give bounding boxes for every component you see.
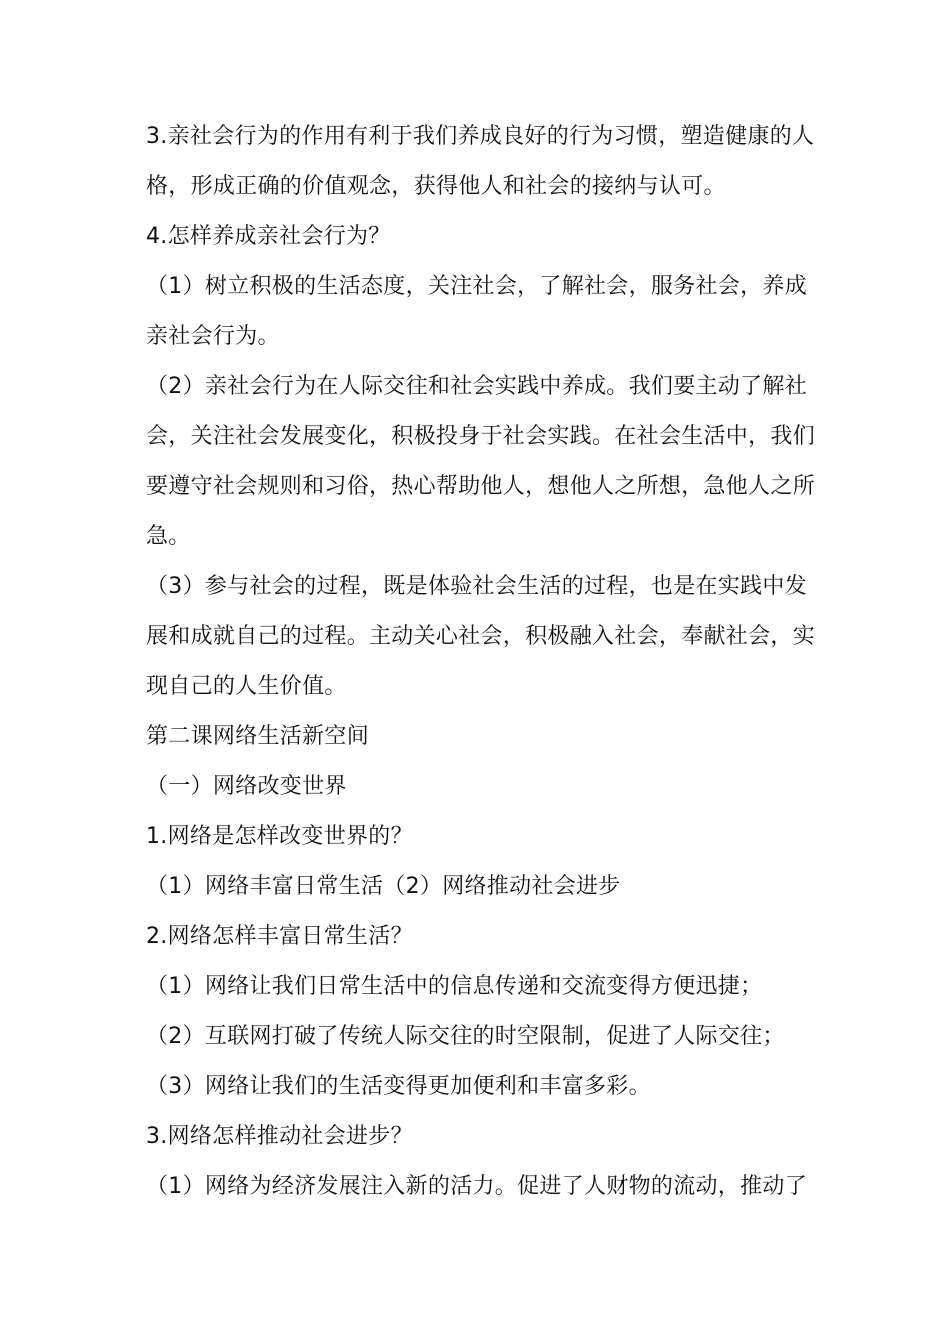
question-heading: 4.怎样养成亲社会行为？ — [146, 224, 391, 249]
text-line: 现自己的人生价值。 — [146, 674, 347, 699]
text-line: （1）树立积极的生活态度，关注社会，了解社会，服务社会，养成 — [146, 274, 807, 299]
question-heading: 2.网络怎样丰富日常生活？ — [146, 924, 413, 949]
text-line: （3）参与社会的过程，既是体验社会生活的过程，也是在实践中发 — [146, 574, 807, 599]
text-line: （2）互联网打破了传统人际交往的时空限制，促进了人际交往； — [146, 1024, 785, 1049]
text-line: 亲社会行为。 — [146, 324, 280, 349]
text-line: 要遵守社会规则和习俗，热心帮助他人，想他人之所想，急他人之所 — [146, 474, 816, 499]
text-line: （2）亲社会行为在人际交往和社会实践中养成。我们要主动了解社 — [146, 374, 807, 399]
text-line: 3.亲社会行为的作用有利于我们养成良好的行为习惯，塑造健康的人 — [146, 124, 815, 149]
text-line: 会，关注社会发展变化，积极投身于社会实践。在社会生活中，我们 — [146, 424, 816, 449]
text-line: （1）网络为经济发展注入新的活力。促进了人财物的流动，推动了 — [146, 1174, 807, 1199]
document-body — [146, 116, 816, 1216]
text-line: 急。 — [146, 524, 191, 549]
text-line: （1）网络丰富日常生活（2）网络推动社会进步 — [146, 874, 621, 899]
text-line: （1）网络让我们日常生活中的信息传递和交流变得方便迅捷； — [146, 974, 763, 999]
question-heading: 3.网络怎样推动社会进步？ — [146, 1124, 413, 1149]
text-line: 格，形成正确的价值观念，获得他人和社会的接纳与认可。 — [146, 174, 726, 199]
section-heading: （一）网络改变世界 — [146, 774, 347, 799]
lesson-title: 第二课网络生活新空间 — [146, 724, 370, 749]
text-line: （3）网络让我们的生活变得更加便利和丰富多彩。 — [146, 1074, 651, 1099]
text-line: 展和成就自己的过程。主动关心社会，积极融入社会，奉献社会，实 — [146, 624, 816, 649]
question-heading: 1.网络是怎样改变世界的？ — [146, 824, 413, 849]
